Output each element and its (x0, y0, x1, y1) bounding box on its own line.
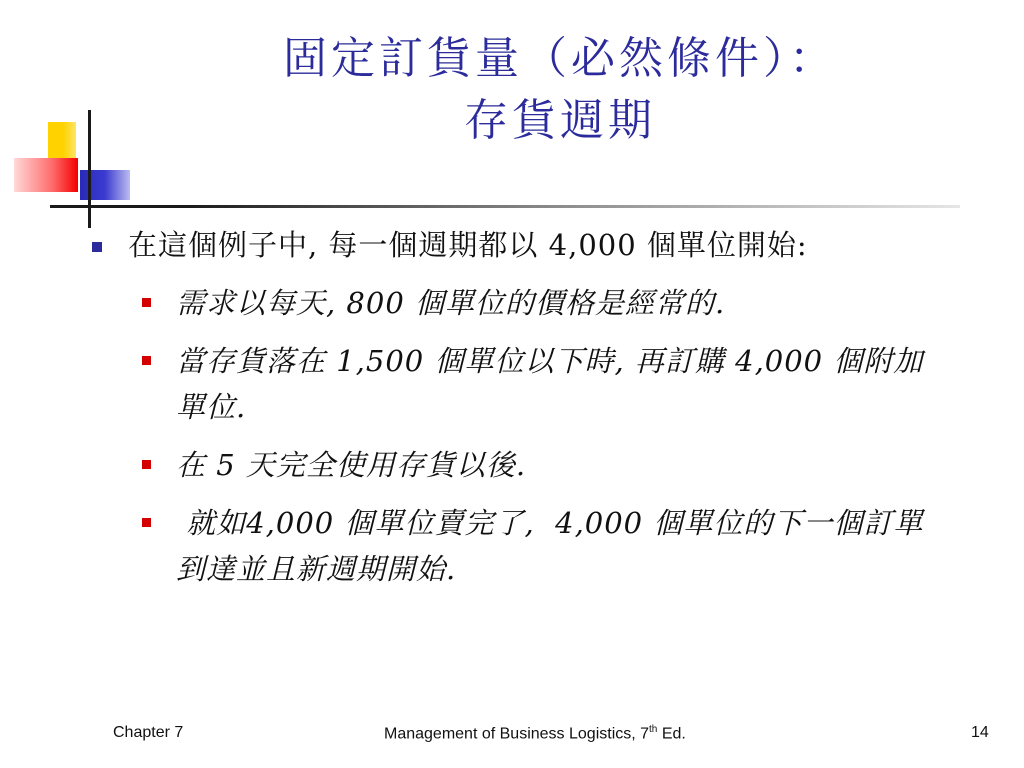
sub-bullet-text: 在 5 天完全使用存貨以後. (176, 448, 527, 482)
sub-bullet-square-icon (142, 518, 151, 527)
footer-book-title (384, 724, 686, 743)
sub-bullet-depletion (140, 442, 940, 488)
slide-title (180, 28, 940, 152)
slide-title-line-1: 固定訂貨量（必然條件）： (283, 33, 837, 84)
slide-body (90, 222, 940, 592)
sub-bullet-new-cycle (140, 500, 940, 592)
sub-bullet-reorder (140, 338, 940, 430)
slide-title-line-2: 存貨週期 (464, 95, 656, 146)
sub-bullet-text: 就如4,000 個單位賣完了, 4,000 個單位的下一個訂單到達並且新週期開始. (176, 506, 924, 586)
decor-vertical-line (88, 110, 91, 228)
bullet-square-icon (92, 242, 102, 252)
footer-edition-superscript: th (649, 724, 658, 735)
bullet-level1 (90, 222, 940, 268)
footer-page-number: 14 (971, 724, 989, 741)
footer-book-title-tail: Ed. (657, 725, 686, 743)
sub-bullet-square-icon (142, 356, 151, 365)
sub-bullet-text: 當存貨落在 1,500 個單位以下時, 再訂購 4,000 個附加單位. (176, 344, 924, 424)
sub-bullet-square-icon (142, 298, 151, 307)
bullet-text: 在這個例子中, 每一個週期都以 4,000 個單位開始: (128, 228, 808, 262)
sub-bullet-text: 需求以每天, 800 個單位的價格是經常的. (176, 286, 726, 320)
footer-book-title-main: Management of Business Logistics, 7 (384, 725, 650, 743)
sub-bullet-demand (140, 280, 940, 326)
title-underline (50, 205, 960, 208)
decor-red-block (14, 158, 78, 192)
sub-bullet-square-icon (142, 460, 151, 469)
footer-chapter: Chapter 7 (113, 724, 184, 741)
